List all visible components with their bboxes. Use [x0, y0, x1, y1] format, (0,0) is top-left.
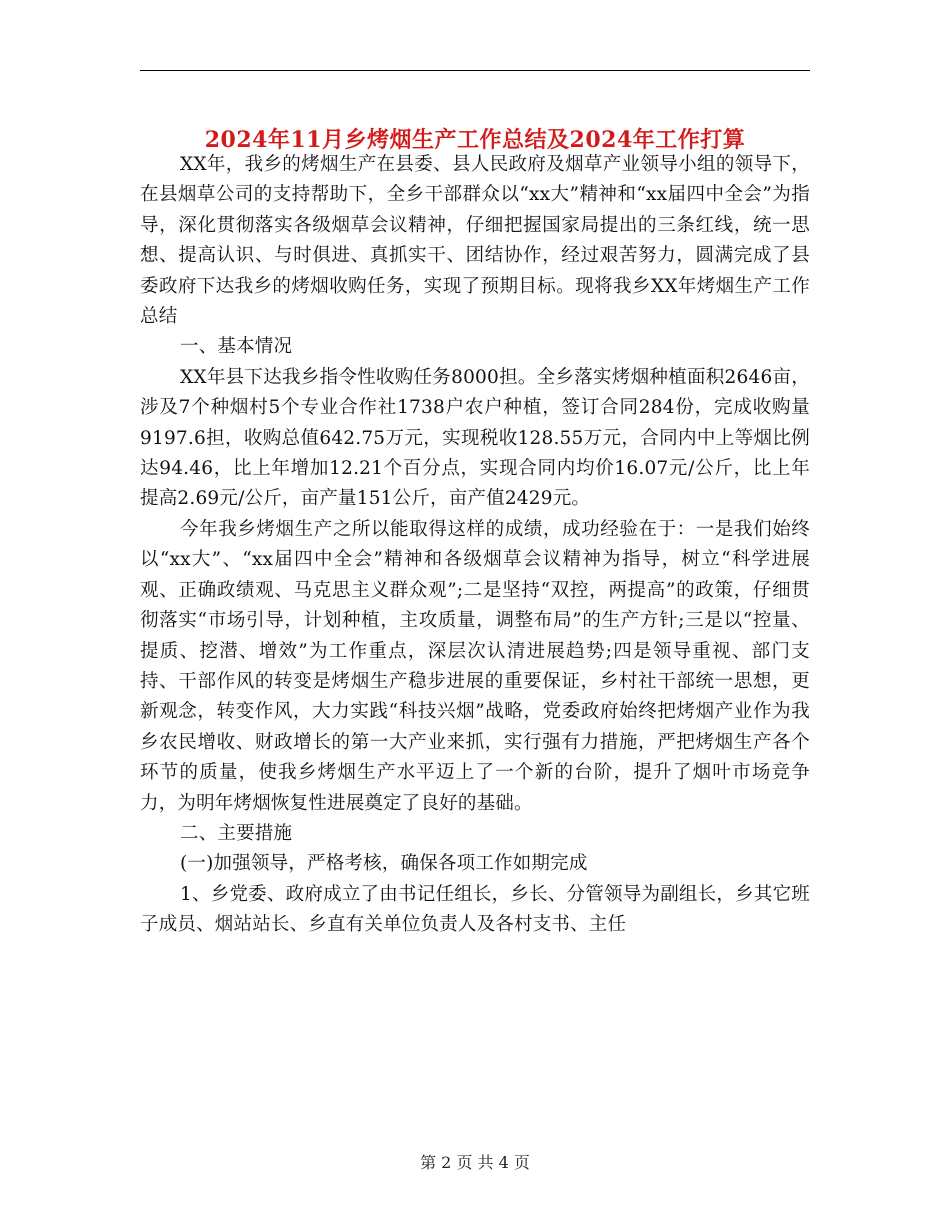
basic-situation-paragraph: XX年县下达我乡指令性收购任务8000担。全乡落实烤烟种植面积2646亩，涉及7个种烟村5个专业合作社1738户农户种植，签订合同284份，完成收购量9197.6担，收购总值642.75万元，实现税收128.55万元，合同内中上等烟比例达94.46，比上年增加12.21个百分点，实现合同内均价16.07元/公斤，比上年提高2.69元/公斤，亩产量151公斤，亩产值2429元。	[140, 366, 810, 510]
subsection-heading-leadership: (一)加强领导，严格考核，确保各项工作如期完成	[180, 853, 588, 875]
measure-item-1-paragraph: 1、乡党委、政府成立了由书记任组长，乡长、分管领导为副组长，乡其它班子成员、烟站站长、乡直有关单位负责人及各村支书、主任	[140, 883, 810, 936]
experience-paragraph: 今年我乡烤烟生产之所以能取得这样的成绩，成功经验在于：一是我们始终以“xx大”、“xx届四中全会”精神和各级烟草会议精神为指导，树立“科学进展观、正确政绩观、马克思主义群众观”;二是坚持“双控，两提高”的政策，仔细贯彻落实“市场引导，计划种植，主攻质量，调整布局”的生产方针;三是以“控量、提质、挖潜、增效”为工作重点，深层次认清进展趋势;四是领导重视、部门支持、干部作风的转变是烤烟生产稳步进展的重要保证，乡村社干部统一思想，更新观念，转变作风，大力实践“科技兴烟”战略，党委政府始终把烤烟产业作为我乡农民增收、财政增长的第一大产业来抓，实行强有力措施，严把烤烟生产各个环节的质量，使我乡烤烟生产水平迈上了一个新的台阶，提升了烟叶市场竞争力，为明年烤烟恢复性进展奠定了良好的基础。	[140, 518, 810, 814]
document-body	[140, 150, 810, 941]
section-heading-main-measures: 二、主要措施	[180, 822, 293, 844]
intro-paragraph: XX年，我乡的烤烟生产在县委、县人民政府及烟草产业领导小组的领导下，在县烟草公司的支持帮助下，全乡干部群众以“xx大”精神和“xx届四中全会”为指导，深化贯彻落实各级烟草会议精神，仔细把握国家局提出的三条红线，统一思想、提高认识、与时俱进、真抓实干、团结协作，经过艰苦努力，圆满完成了县委政府下达我乡的烤烟收购任务，实现了预期目标。现将我乡XX年烤烟生产工作总结	[140, 154, 810, 328]
section-heading-basic-situation: 一、基本情况	[180, 336, 293, 358]
page-number-footer: 第 2 页 共 4 页	[420, 1153, 530, 1172]
document-title: 2024年11月乡烤烟生产工作总结及2024年工作打算	[204, 126, 746, 153]
header-rule	[140, 70, 810, 71]
